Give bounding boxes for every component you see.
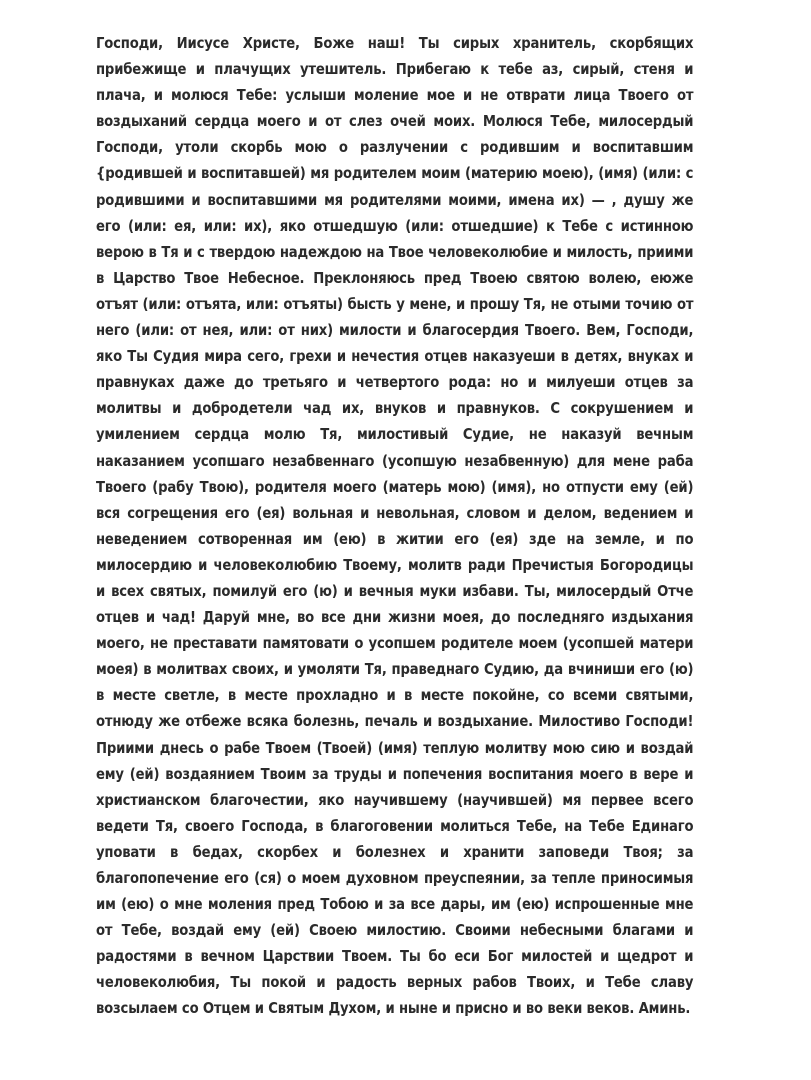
prayer-paragraph: Господи, Иисусе Христе, Боже наш! Ты сирых хранитель, скорбящих прибежище и плачущих утешитель. Прибегаю к тебе аз, сирый, стеня и плача, и молюся Тебе: услыши моление мое и не отврати лица Твоего от воздыханий сердца моего и от слез очей моих. Молюся Тебе, милосердый Господи, утоли скорбь мою о разлучении с родившим и воспитавшим {родившей и воспитавшей) мя родителем моим (материю моею), (имя) (или: с родившими и воспитавшими мя родителями моими, имена их) — , душу же его (или: ея, или: их), яко отшедшую (или: отшедшие) к Тебе с истинною верою в Тя и с твердою надеждою на Твое человеколюбие и милость, приими в Царство Твое Небесное. Преклоняюсь пред Твоею святою волею, еюже отъят (или: отъята, или: отъяты) бысть у мене, и прошу Тя, не отыми точию от него (или: от нея, или: от них) милости и благосердия Твоего. Вем, Господи, яко Ты Судия мира сего, грехи и нечестия отцев наказуеши в детях, внуках и правнуках даже до третьяго и четвертого рода: но и милуеши отцев за молитвы и добродетели чад их, внуков и правнуков. С сокрушением и умилением сердца молю Тя, милостивый Судие, не наказуй вечным наказанием усопшаго незабвеннаго (усопшую незабвенную) для мене раба Твоего (рабу Твою), родителя моего (матерь мою) (имя), но отпусти ему (ей) вся согрещения его (ея) вольная и невольная, словом и делом, ведением и неведением сотворенная им (ею) в житии его (ея) зде на земле, и по милосердию и человеколюбию Твоему, молитв ради Пречистыя Богородицы и всех святых, помилуй его (ю) и вечныя муки избави. Ты, милосердый Отче отцев и чад! Даруй мне, во все дни жизни моея, до последняго издыхания моего, не преставати памятовати о усопшем родителе моем (усопшей матери моея) в молитвах своих, и умоляти Тя, праведнаго Судию, да вчиниши его (ю) в месте светле, в месте прохладно и в месте покойне, со всеми святыми, отнюду же отбеже всяка болезнь, печаль и воздыхание. Милостиво Господи! Приими днесь о рабе Твоем (Твоей) (имя) теплую молитву мою сию и воздай ему (ей) воздаянием Твоим за труды и попечения воспитания моего в вере и христианском благочестии, яко научившему (научившей) мя первее всего ведети Тя, своего Господа, в благоговении молиться Тебе, на Тебе Единаго уповати в бедах, скорбех и болезнех и хранити заповеди Твоя; за благопопечение его (ся) о моем духовном преуспеянии, за тепле приносимыя им (ею) о мне моления пред Тобою и за все дары, им (ею) испрошенные мне от Тебе, воздай ему (ей) Своею милостию. Своими небесными благами и радостями в вечном Царствии Твоем. Ты бо еси Бог милостей и щедрот и человеколюбия, Ты покой и радость верных рабов Твоих, и Тебе славу возсылаем со Отцем и Святым Духом, и ныне и присно и во веки веков. Аминь. [96, 34, 694, 1018]
prayer-text-block [96, 30, 693, 1022]
